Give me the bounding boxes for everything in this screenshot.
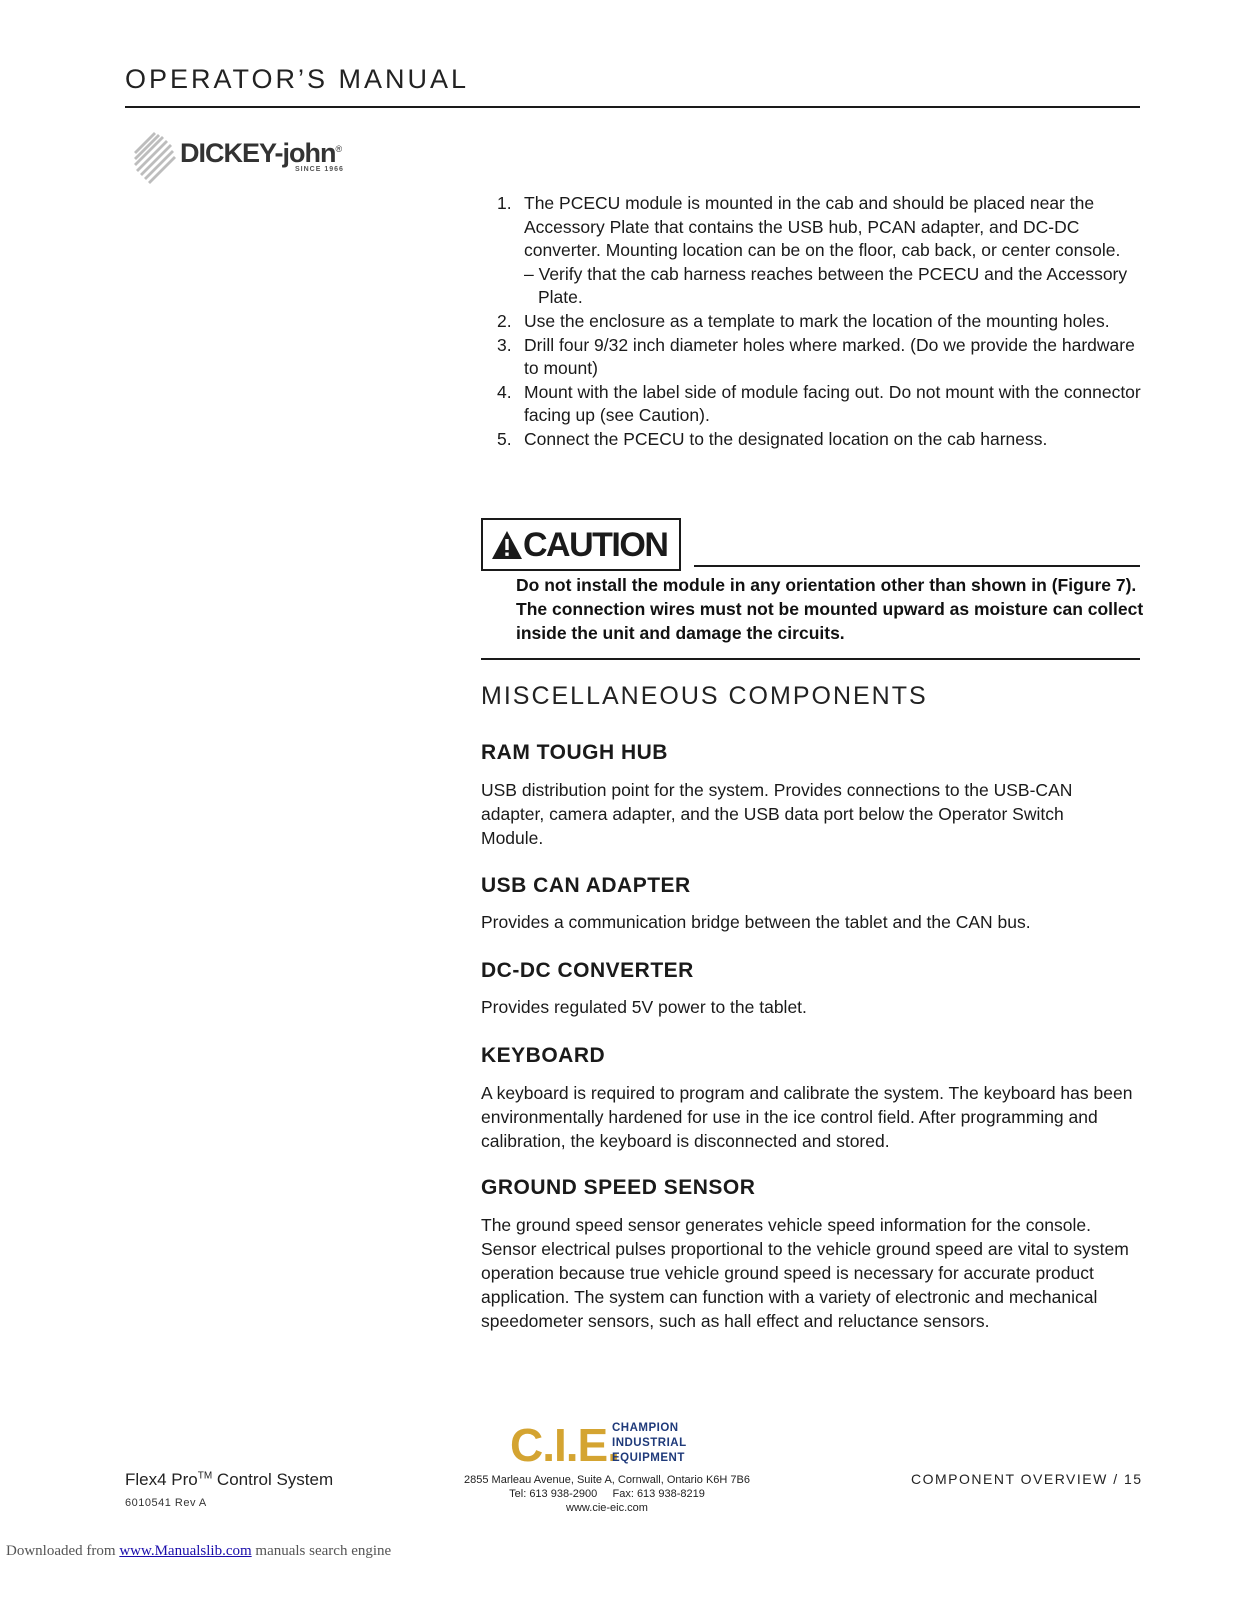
header-divider [125, 106, 1140, 108]
caution-text: Do not install the module in any orientation other than shown in (Figure 7). The connection wires must not be mounted upward as moisture can collect inside the unit and damage the circuits. [516, 575, 1144, 643]
download-suffix: manuals search engine [251, 1543, 392, 1559]
cie-phone: Tel: 613 938-2900 Fax: 613 938-8219 [509, 1488, 705, 1500]
cie-address-block [420, 1473, 794, 1515]
installation-steps [497, 192, 1147, 452]
component-heading-usb-can-adapter: USB CAN ADAPTER [481, 874, 691, 897]
component-heading-dc-dc-converter: DC-DC CONVERTER [481, 959, 694, 982]
cie-line-2: INDUSTRIAL [612, 1437, 687, 1449]
step-text: Mount with the label side of module facing out. Do not mount with the connector facing up (see Caution). [524, 381, 1141, 426]
cie-line-1: CHAMPION [612, 1422, 679, 1434]
section-title: MISCELLANEOUS COMPONENTS [481, 682, 928, 710]
component-text-ground-speed-sensor: The ground speed sensor generates vehicle speed information for the console. Sensor electrical pulses proportional to the vehicle ground speed are vital to system operation because true vehicle ground speed is necessary for accurate product application. The system can function with a variety of electronic and mechanical speedometer sensors, such as hall effect and reluctance sensors. [481, 1215, 1129, 1331]
step-number: 5. [497, 428, 512, 449]
sub-text: Verify that the cab harness reaches between the PCECU and the Accessory Plate. [538, 263, 1128, 308]
registered-mark: ® [335, 144, 342, 154]
component-text-ram-tough-hub: USB distribution point for the system. Provides connections to the USB-CAN adapter, camera adapter, and the USB data port below the Operator Switch Module. [481, 780, 1073, 848]
caution-divider [694, 565, 1140, 567]
logo-since: SINCE 1966 [295, 166, 344, 173]
logo-wordmark [180, 138, 341, 169]
step-number: 3. [497, 334, 512, 355]
page-header-title: OPERATOR’S MANUAL [125, 64, 470, 94]
footer-page-label: COMPONENT OVERVIEW / 15 [911, 1471, 1143, 1487]
component-heading-ram-tough-hub: RAM TOUGH HUB [481, 741, 668, 764]
step-5 [497, 428, 1147, 452]
cie-logo-words [612, 1421, 687, 1466]
download-prefix: Downloaded from [6, 1543, 120, 1559]
step-text: The PCECU module is mounted in the cab and should be placed near the Accessory Plate that contains the USB hub, PCAN adapter, and DC-DC converter. Mounting location can be on the floor, cab back, or center console. [524, 193, 1121, 261]
caution-label: CAUTION [523, 526, 668, 564]
cie-address: 2855 Marleau Avenue, Suite A, Cornwall, Ontario K6H 7B6 [464, 1474, 750, 1486]
caution-label-box [481, 518, 681, 571]
step-number: 1. [497, 193, 512, 213]
manualslib-link[interactable]: www.Manualslib.com [119, 1543, 252, 1559]
component-text-keyboard: A keyboard is required to program and calibrate the system. The keyboard has been environmentally hardened for use in the ice control field. After programming and calibration, the keyboard is disconnected and stored. [481, 1083, 1133, 1151]
footer-product-name [125, 1470, 333, 1490]
component-text-usb-can-adapter: Provides a communication bridge between the tablet and the CAN bus. [481, 912, 1031, 932]
download-note [6, 1543, 391, 1560]
step-number: 4. [497, 381, 512, 402]
step-2 [497, 310, 1147, 334]
step-3 [497, 334, 1147, 381]
warning-triangle-icon [491, 530, 523, 560]
step-1 [497, 192, 1147, 310]
step-4 [497, 381, 1147, 428]
component-heading-ground-speed-sensor: GROUND SPEED SENSOR [481, 1176, 756, 1199]
dickey-john-logo [130, 130, 360, 186]
cie-line-3: EQUIPMENT [612, 1452, 685, 1464]
step-number: 2. [497, 310, 512, 331]
step-text: Use the enclosure as a template to mark the location of the mounting holes. [524, 310, 1110, 331]
caution-bottom-divider [481, 658, 1140, 660]
footer-doc-number: 6010541 Rev A [125, 1497, 207, 1509]
step-text: Drill four 9/32 inch diameter holes where marked. (Do we provide the hardware to mount) [524, 334, 1135, 379]
component-text-dc-dc-converter: Provides regulated 5V power to the tablet. [481, 997, 807, 1017]
step-1-subitem [524, 263, 1147, 310]
sub-dash: – [524, 263, 534, 284]
cie-logo [510, 1420, 710, 1470]
cie-logo-letters: C.I.E. [510, 1419, 620, 1471]
cie-web: www.cie-eic.com [566, 1502, 648, 1514]
component-heading-keyboard: KEYBOARD [481, 1044, 606, 1067]
product-suffix: Control System [212, 1470, 334, 1489]
dickey-john-logo-icon [130, 130, 178, 186]
step-text: Connect the PCECU to the designated location on the cab harness. [524, 428, 1048, 449]
trademark-mark: TM [197, 1470, 213, 1482]
logo-name: DICKEY-john [180, 138, 336, 168]
product-name: Flex4 Pro [125, 1470, 198, 1489]
